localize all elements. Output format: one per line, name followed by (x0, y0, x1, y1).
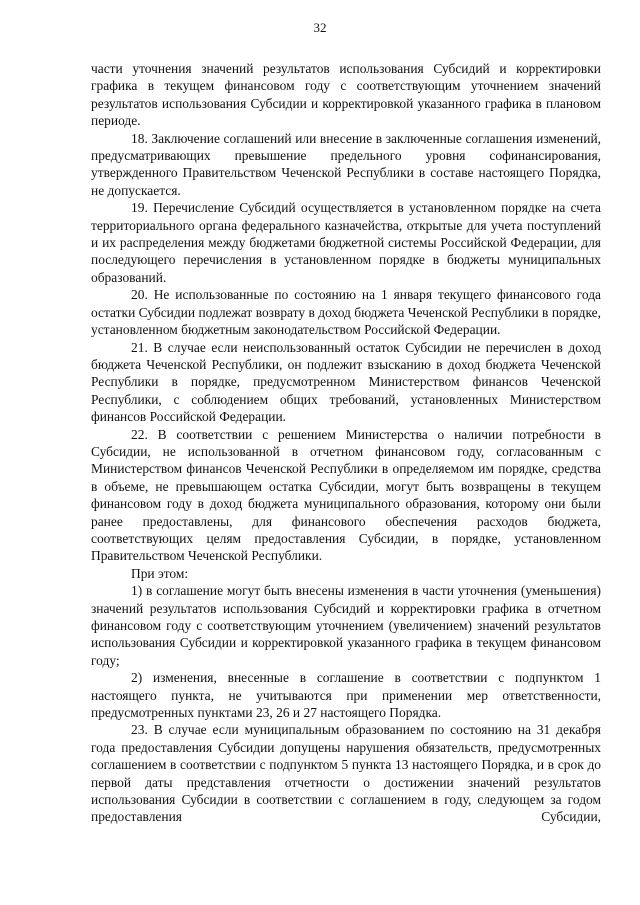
paragraph-pri-etom: При этом: (131, 565, 189, 581)
paragraph-23: 23. В случае если муниципальным образованием по состоянию на 31 декабря года предоставления Субсидии допущены нарушения обязательств, предусмотренных соглашением в соответствии с подпунктом 5 пункта 13 настоящего Порядка, и в срок до первой даты представления отчетности о достижении значений результатов использования Субсидии в соответствии с соглашением в году, следующем за годом предоставления Субсидии, (91, 722, 601, 825)
document-body (91, 60, 601, 826)
paragraph-19: 19. Перечисление Субсидий осуществляется в установленном порядке на счета территориального органа федерального казначейства, открытые для учета поступлений и их распределения между бюджетами бюджетной системы Российской Федерации, для последующего перечисления в установленном порядке в бюджеты муниципальных образований. (91, 200, 601, 285)
paragraph-continuation: части уточнения значений результатов использования Субсидий и корректировки графика в текущем финансовом году с соответствующим уточнением значений результатов использования Субсидии и корректировкой указанного графика в плановом периоде. (91, 61, 601, 129)
paragraph-18: 18. Заключение соглашений или внесение в заключенные соглашения изменений, предусматривающих превышение предельного уровня софинансирования, утвержденного Правительством Чеченской Республики в составе настоящего Порядка, не допускается. (91, 130, 601, 198)
paragraph-21: 21. В случае если неиспользованный остаток Субсидии не перечислен в доход бюджета Чеченской Республики, он подлежит взысканию в доход бюджета Чеченской Республики в порядке, предусмотренном Министерством финансов Чеченской Республики, с соблюдением общих требований, установленных Министерством финансов Российской Федерации. (91, 339, 601, 425)
paragraph-22: 22. В соответствии с решением Министерства о наличии потребности в Субсидии, не использованной в отчетном финансовом году, согласованным с Министерством финансов Чеченской Республики в определяемом им порядке, средства в объеме, не превышающем остатка Субсидии, могут быть возвращены в текущем финансовом году в доход бюджета муниципального образования, которому они были ранее предоставлены, для финансового обеспечения расходов бюджета, соответствующих целям предоставления Субсидии, в порядке, установленном Правительством Чеченской Республики. (91, 426, 601, 564)
paragraph-subitem-1: 1) в соглашение могут быть внесены изменения в части уточнения (уменьшения) значений результатов использования Субсидий и корректировки графика в отчетном финансовом году с соответствующим уточнением (увеличением) значений результатов использования Субсидии и корректировкой указанного графика в текущем финансовом году; (91, 583, 601, 668)
paragraph-20: 20. Не использованные по состоянию на 1 января текущего финансового года остатки Субсидии подлежат возврату в доход бюджета Чеченской Республики в порядке, установленном бюджетным законодательством Российской Федерации. (91, 287, 601, 338)
page-number: 32 (313, 20, 327, 35)
paragraph-subitem-2: 2) изменения, внесенные в соглашение в соответствии с подпунктом 1 настоящего пункта, не учитываются при применении мер ответственности, предусмотренных пунктами 23, 26 и 27 настоящего Порядка. (91, 670, 601, 721)
